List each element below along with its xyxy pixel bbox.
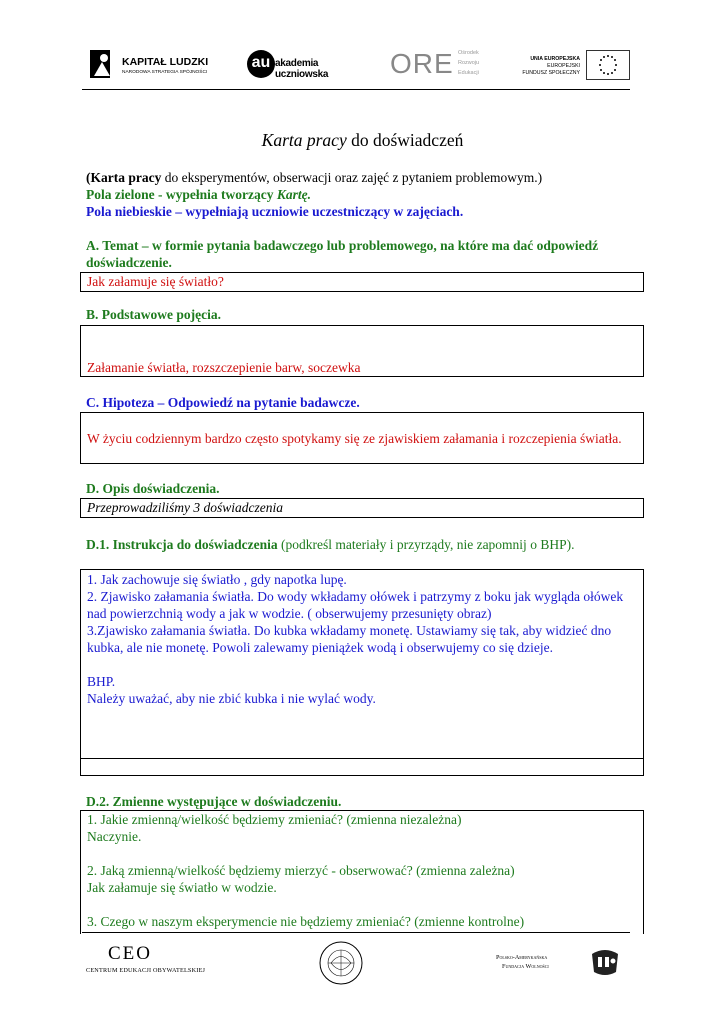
ore-line3: Edukacji	[458, 70, 479, 76]
section-d1-heading-rest: (podkreśl materiały i przyrządy, nie zapomnij o BHP).	[277, 537, 575, 552]
eu-line2: EUROPEJSKI	[547, 63, 580, 69]
intro-rest: do eksperymentów, obserwacji oraz zajęć z pytaniem problemowym.)	[161, 170, 543, 185]
section-d1-heading-bold: D.1. Instrukcja do doświadczenia	[86, 537, 278, 552]
kapital-ludzki-icon	[88, 46, 118, 84]
pafw-line2: Fundacja Wolności	[502, 963, 549, 970]
akademia-uczniowska-logo	[245, 46, 340, 84]
d2-q1: 1. Jakie zmienną/wielkość będziemy zmieniać? (zmienna niezależna)	[87, 812, 462, 827]
au-icon: au	[247, 50, 275, 78]
d1-bhp-text: Należy uważać, aby nie zbić kubka i nie wylać wody.	[87, 691, 376, 706]
d1-item2: 2. Zjawisko załamania światła. Do wody wkładamy ołówek i patrzymy z boku jak wygląda ołówek nad powierzchnią wody a jak w wodzie. ( obserwujemy przesunięty obraz)	[87, 589, 624, 621]
eu-flag-icon	[586, 50, 630, 80]
intro-line1	[86, 169, 646, 186]
section-d2-box[interactable]	[80, 810, 644, 934]
ore-line2: Rozwoju	[458, 60, 480, 66]
section-d2-heading: D.2. Zmienne występujące w doświadczeniu.	[86, 794, 342, 809]
seal-icon	[318, 940, 364, 986]
ceo-text: CENTRUM EDUKACJI OBYWATELSKIEJ	[86, 967, 206, 974]
section-c-box[interactable]	[80, 412, 644, 464]
section-a-box[interactable]	[80, 272, 644, 292]
section-d-answer: Przeprowadziliśmy 3 doświadczenia	[87, 500, 284, 515]
pafw-emblem-icon	[588, 948, 622, 978]
kapital-ludzki-subtitle: NARODOWA STRATEGIA SPÓJNOŚCI	[122, 70, 208, 75]
title-rest: do doświadczeń	[346, 130, 464, 150]
d2-a1: Naczynie.	[87, 829, 142, 844]
d2-q3: 3. Czego w naszym eksperymencie nie będziemy zmieniać? (zmienne kontrolne)	[87, 914, 525, 929]
kapital-ludzki-title: KAPITAŁ LUDZKI	[122, 56, 209, 68]
title-italic: Karta pracy	[261, 130, 347, 150]
pafw-logo	[496, 948, 626, 980]
header-rule	[82, 89, 630, 90]
akademia-text: akademia	[275, 58, 319, 69]
ore-logo	[390, 46, 490, 84]
ceo-mark: CEO	[108, 943, 152, 964]
ore-line1: Ośrodek	[458, 50, 479, 56]
kapital-ludzki-logo	[88, 46, 218, 86]
section-a-answer: Jak załamuje się światło?	[87, 274, 224, 289]
eu-line1: UNIA EUROPEJSKA	[530, 56, 580, 62]
section-d-heading: D. Opis doświadczenia.	[86, 481, 220, 496]
footer-rule	[82, 932, 630, 933]
ceo-logo	[86, 943, 206, 979]
intro-green-b: Kartę.	[276, 187, 311, 202]
eu-logo	[520, 48, 632, 82]
section-c-answer: W życiu codziennym bardzo często spotykamy się ze zjawiskiem załamania i rozczepienia światła.	[87, 431, 622, 446]
intro-paren: (	[86, 170, 91, 185]
d1-item1: 1. Jak zachowuje się światło , gdy napotka lupę.	[87, 572, 347, 587]
section-c-heading: C. Hipoteza – Odpowiedź na pytanie badawcze.	[86, 395, 360, 410]
ore-mark: ORE	[390, 48, 454, 79]
section-b-answer: Załamanie światła, rozszczepienie barw, soczewka	[87, 360, 361, 375]
intro-line2	[86, 186, 646, 203]
section-b-box[interactable]	[80, 325, 644, 377]
eu-line3: FUNDUSZ SPOŁECZNY	[522, 70, 580, 76]
d2-a2: Jak załamuje się światło w wodzie.	[87, 880, 277, 895]
intro-green-a: Pola zielone - wypełnia tworzący	[86, 187, 277, 202]
d2-q2: 2. Jaką zmienną/wielkość będziemy mierzyć - obserwować? (zmienna zależna)	[87, 863, 515, 878]
section-d-box[interactable]	[80, 498, 644, 518]
uczniowska-text: uczniowska	[275, 69, 329, 80]
d1-bhp-label: BHP.	[87, 674, 116, 689]
section-a-heading: A. Temat – w formie pytania badawczego lub problemowego, na które ma dać odpowiedź doświadczenie.	[86, 238, 599, 270]
intro-bold: Karta pracy	[90, 170, 162, 185]
page-title	[0, 130, 725, 151]
d1-divider	[81, 758, 643, 759]
section-d1-heading	[86, 536, 626, 553]
intro-line3: Pola niebieskie – wypełniają uczniowie uczestniczący w zajęciach.	[86, 204, 464, 219]
section-d1-content	[81, 570, 643, 707]
section-d1-box[interactable]	[80, 569, 644, 776]
section-d2-content	[81, 811, 643, 930]
intro	[86, 169, 646, 220]
d1-item3: 3.Zjawisko załamania światła. Do kubka wkładamy monetę. Ustawiamy się tak, aby widzieć dno kubka, ale nie monetę. Powoli zalewamy pieniążek wodą i obserwujemy co się dzieje.	[87, 623, 612, 655]
pafw-line1: Polsko-Amerykańska	[496, 954, 548, 961]
section-b-heading: B. Podstawowe pojęcia.	[86, 307, 221, 322]
